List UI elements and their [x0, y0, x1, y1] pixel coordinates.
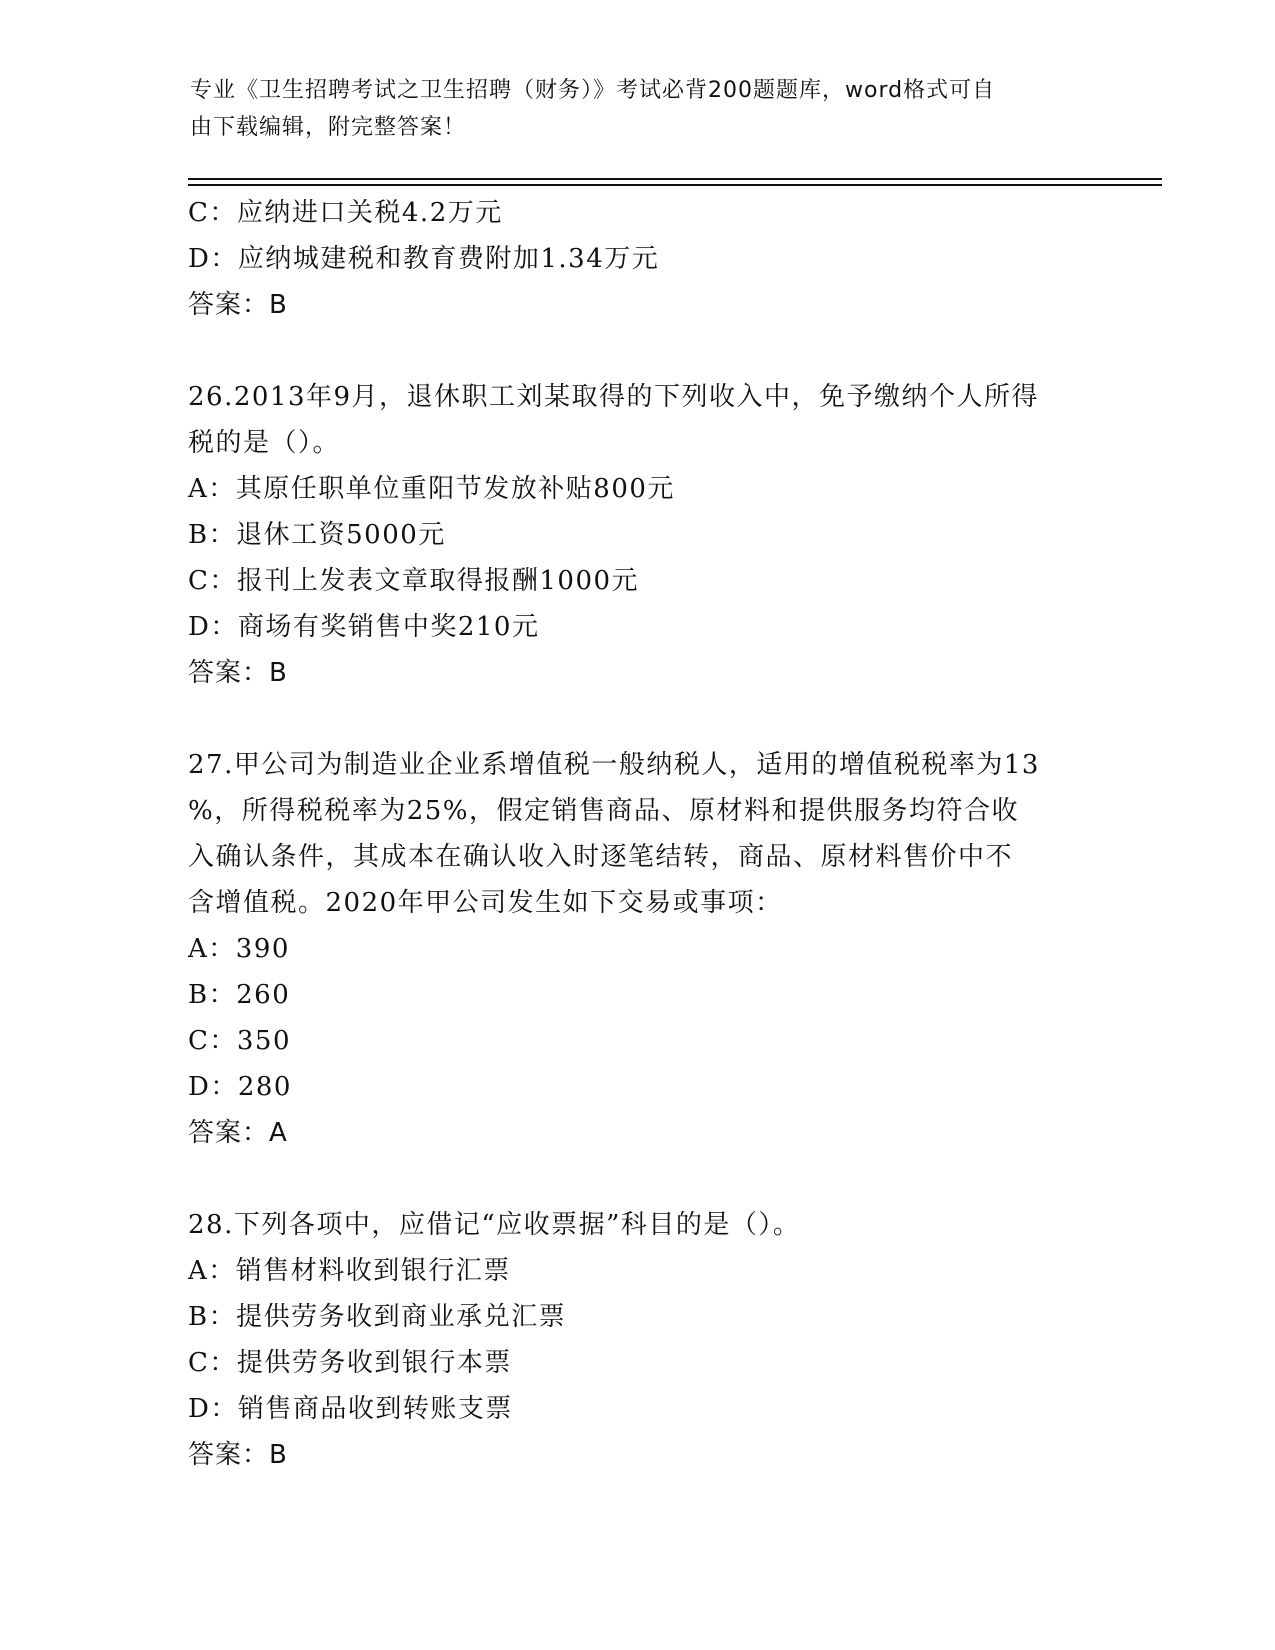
q27-stem-line-4: 含增值税。2020年甲公司发生如下交易或事项：	[188, 888, 783, 918]
q27-option-d: D：280	[188, 1072, 292, 1102]
spacer	[188, 328, 1108, 374]
q27-stem-line-2: %，所得税税率为25%，假定销售商品、原材料和提供服务均符合收	[188, 796, 1019, 826]
header-line-2: 由下载编辑，附完整答案！	[190, 115, 467, 140]
q28-option-b: B：提供劳务收到商业承兑汇票	[188, 1302, 567, 1332]
header-divider-top	[188, 178, 1162, 180]
q27-option-a: A：390	[188, 934, 290, 964]
q28-stem-line-1: 28.下列各项中，应借记“应收票据”科目的是（）。	[188, 1210, 801, 1240]
q26-stem-line-2: 税的是（）。	[188, 428, 341, 458]
q28-answer: 答案：B	[188, 1440, 288, 1470]
q28-option-d: D：销售商品收到转账支票	[188, 1394, 513, 1424]
q26-option-b: B：退休工资5000元	[188, 520, 446, 550]
header-line-1: 专业《卫生招聘考试之卫生招聘（财务）》考试必背200题题库，word格式可自	[190, 78, 996, 103]
q28-option-c: C：提供劳务收到银行本票	[188, 1348, 512, 1378]
q28-option-a: A：销售材料收到银行汇票	[188, 1256, 511, 1286]
q26-option-d: D：商场有奖销售中奖210元	[188, 612, 540, 642]
q27-stem-line-1: 27.甲公司为制造业企业系增值税一般纳税人，适用的增值税税率为13	[188, 750, 1040, 780]
q27-option-b: B：260	[188, 980, 291, 1010]
q25-option-c: C：应纳进口关税4.2万元	[188, 198, 503, 228]
q26-answer: 答案：B	[188, 658, 288, 688]
q26-option-a: A：其原任职单位重阳节发放补贴800元	[188, 474, 675, 504]
document-header	[190, 72, 1090, 146]
q27-stem-line-3: 入确认条件，其成本在确认收入时逐笔结转，商品、原材料售价中不	[188, 842, 1014, 872]
header-divider-bottom	[188, 184, 1162, 186]
q25-option-d: D：应纳城建税和教育费附加1.34万元	[188, 244, 660, 274]
q27-option-c: C：350	[188, 1026, 292, 1056]
q25-answer: 答案：B	[188, 290, 288, 320]
spacer	[188, 696, 1108, 742]
q26-stem-line-1: 26.2013年9月，退休职工刘某取得的下列收入中，免予缴纳个人所得	[188, 382, 1040, 412]
q27-answer: 答案：A	[188, 1118, 288, 1148]
spacer	[188, 1156, 1108, 1202]
q26-option-c: C：报刊上发表文章取得报酬1000元	[188, 566, 640, 596]
question-content	[188, 190, 1108, 1478]
